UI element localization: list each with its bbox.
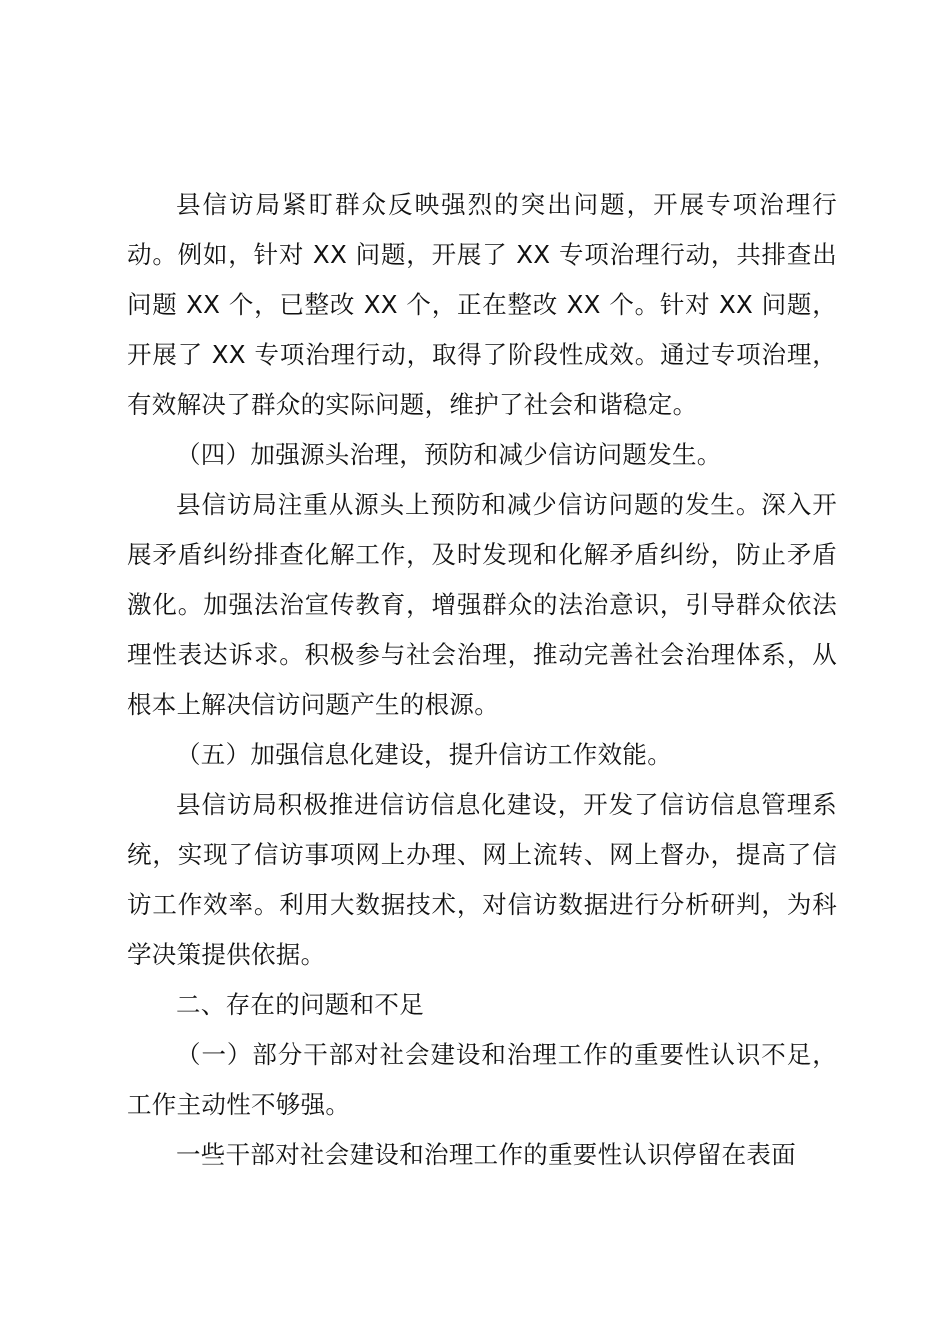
heading-informatization: （五）加强信息化建设，提升信访工作效能。: [176, 740, 672, 769]
heading-insufficient-awareness: （一）部分干部对社会建设和治理工作的重要性认识不足，工作主动性不够强。: [127, 1040, 837, 1119]
paragraph-insufficient-awareness: 一些干部对社会建设和治理工作的重要性认识停留在表面: [176, 1140, 796, 1169]
section-heading-problems: 二、存在的问题和不足: [176, 990, 424, 1019]
document-body: [127, 180, 837, 1180]
paragraph-source-governance: 县信访局注重从源头上预防和减少信访问题的发生。深入开展矛盾纠纷排查化解工作，及时发现和化解矛盾纠纷，防止矛盾激化。加强法治宣传教育，增强群众的法治意识，引导群众依法理性表达诉求。积极参与社会治理，推动完善社会治理体系，从根本上解决信访问题产生的根源。: [127, 490, 837, 719]
paragraph-informatization: 县信访局积极推进信访信息化建设，开发了信访信息管理系统，实现了信访事项网上办理、网上流转、网上督办，提高了信访工作效率。利用大数据技术，对信访数据进行分析研判，为科学决策提供依据。: [127, 790, 837, 969]
paragraph-special-governance: 县信访局紧盯群众反映强烈的突出问题，开展专项治理行动。例如，针对 XX 问题，开展了 XX 专项治理行动，共排查出问题 XX 个，已整改 XX 个，正在整改 XX 个。针对 XX 问题，开展了 XX 专项治理行动，取得了阶段性成效。通过专项治理，有效解决了群众的实际问题，维护了社会和谐稳定。: [127, 190, 837, 419]
heading-source-governance: （四）加强源头治理，预防和减少信访问题发生。: [176, 440, 722, 469]
